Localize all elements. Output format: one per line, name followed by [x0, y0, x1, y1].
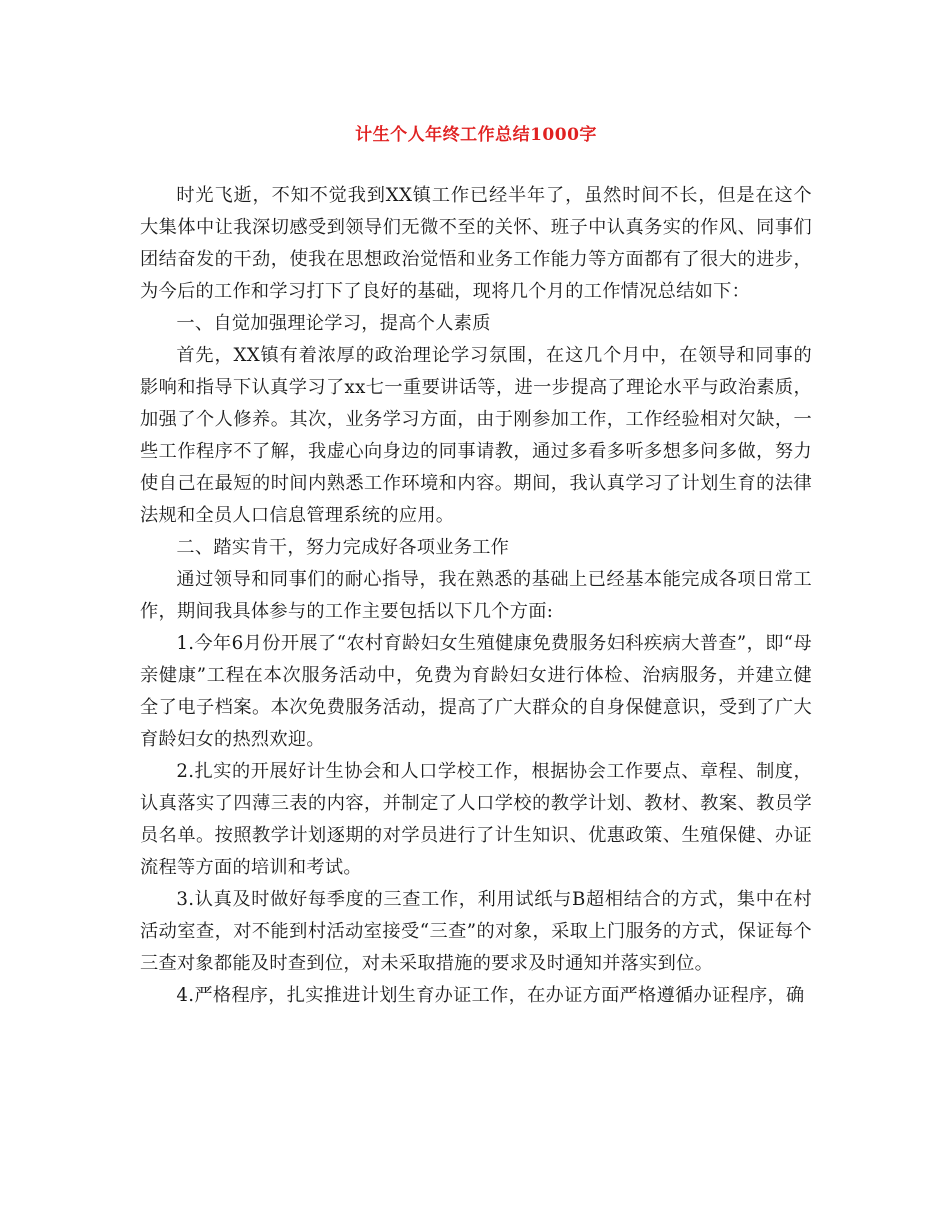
paragraph-intro: 时光飞逝，不知不觉我到XX镇工作已经半年了，虽然时间不长，但是在这个大集体中让我深切感受到领导们无微不至的关怀、班子中认真务实的作风、同事们团结奋发的干劲，使我在思想政治觉悟和业务工作能力等方面都有了很大的进步，为今后的工作和学习打下了良好的基础，现将几个月的工作情况总结如下： [140, 185, 812, 302]
paragraph-item-4: 4.严格程序，扎实推进计划生育办证工作，在办证方面严格遵循办证程序，确 [176, 985, 805, 1006]
document-title: 计生个人年终工作总结1000字 [355, 125, 597, 145]
section-heading-1: 一、自觉加强理论学习，提高个人素质 [176, 313, 491, 334]
document-page [140, 118, 812, 1012]
paragraph-work-overview: 通过领导和同事们的耐心指导，我在熟悉的基础上已经基本能完成各项日常工作，期间我具体参与的工作主要包括以下几个方面: [140, 569, 812, 622]
paragraph-item-2: 2.扎实的开展好计生协会和人口学校工作，根据协会工作要点、章程、制度，认真落实了四薄三表的内容，并制定了人口学校的教学计划、教材、教案、教员学员名单。按照教学计划逐期的对学员进行了计生知识、优惠政策、生殖保健、办证流程等方面的培训和考试。 [140, 761, 812, 878]
paragraph-theory-study: 首先，XX镇有着浓厚的政治理论学习氛围，在这几个月中，在领导和同事的影响和指导下认真学习了xx七一重要讲话等，进一步提高了理论水平与政治素质，加强了个人修养。其次，业务学习方面，由于刚参加工作，工作经验相对欠缺，一些工作程序不了解，我虚心向身边的同事请教，通过多看多听多想多问多做，努力使自己在最短的时间内熟悉工作环境和内容。期间，我认真学习了计划生育的法律法规和全员人口信息管理系统的应用。 [140, 345, 812, 526]
section-heading-2: 二、踏实肯干，努力完成好各项业务工作 [176, 537, 510, 558]
paragraph-item-3: 3.认真及时做好每季度的三查工作，利用试纸与B超相结合的方式，集中在村活动室查，对不能到村活动室接受“三查”的对象，采取上门服务的方式，保证每个三查对象都能及时查到位，对未采取措施的要求及时通知并落实到位。 [140, 889, 812, 974]
paragraph-item-1: 1.今年6月份开展了“农村育龄妇女生殖健康免费服务妇科疾病大普查”，即“母亲健康”工程在本次服务活动中，免费为育龄妇女进行体检、治病服务，并建立健全了电子档案。本次免费服务活动，提高了广大群众的自身保健意识，受到了广大育龄妇女的热烈欢迎。 [140, 633, 812, 750]
